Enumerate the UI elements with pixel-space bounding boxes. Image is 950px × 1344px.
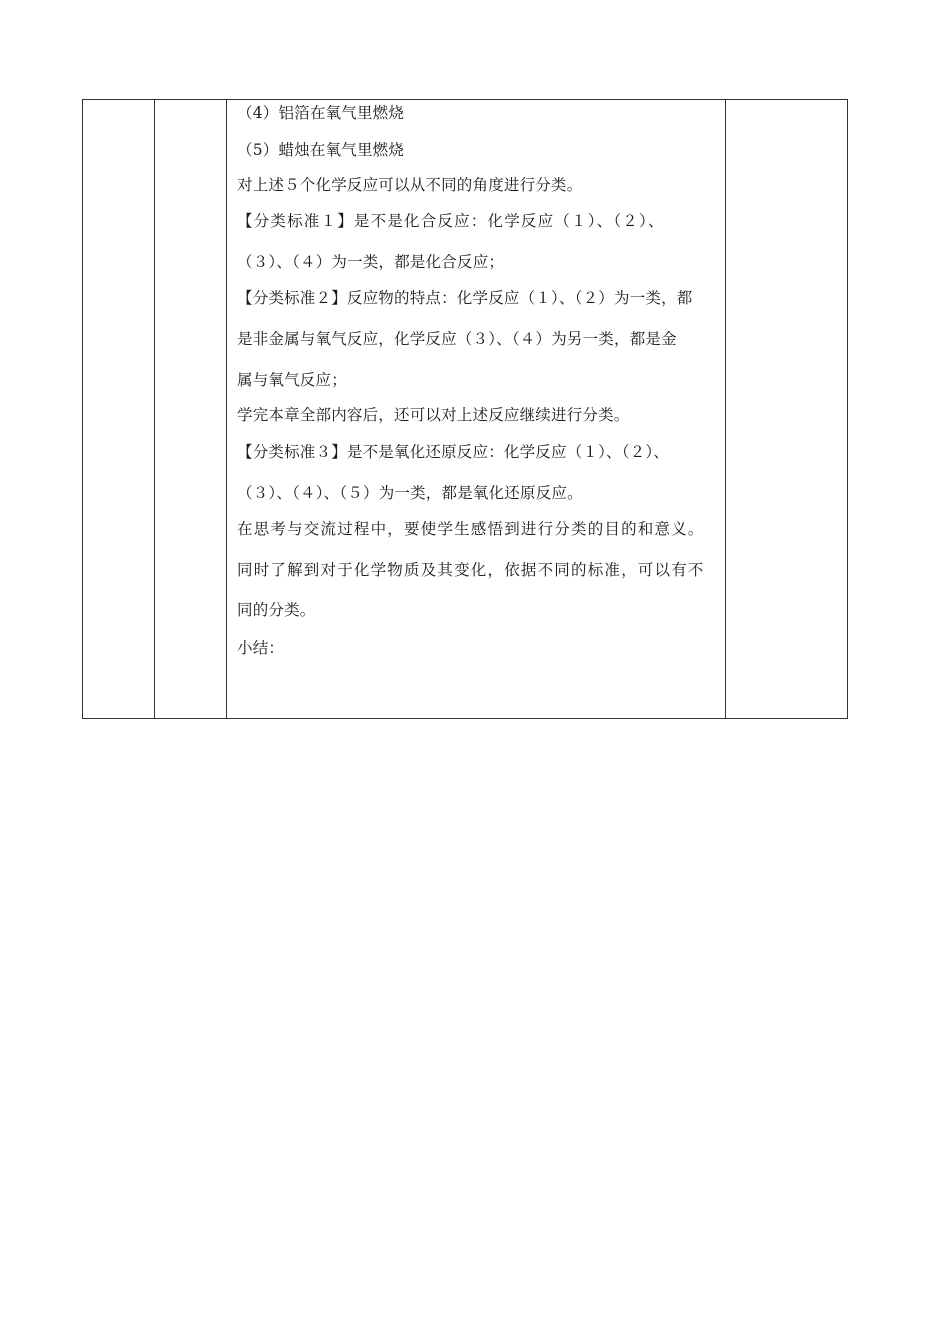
content-line: 对上述５个化学反应可以从不同的角度进行分类。 (237, 176, 583, 194)
content-line: 同时了解到对于化学物质及其变化，依据不同的标准，可以有不 (237, 561, 705, 579)
column-divider (226, 100, 227, 718)
content-line: （4）铝箔在氧气里燃烧 (237, 104, 405, 122)
content-line: 小结： (237, 639, 285, 657)
lesson-plan-table (82, 99, 848, 719)
content-line: 同的分类。 (237, 601, 316, 619)
content-line: 学完本章全部内容后，还可以对上述反应继续进行分类。 (237, 406, 630, 424)
content-line: 属与氧气反应； (237, 371, 347, 389)
content-line: 是非金属与氧气反应，化学反应（３）、（４）为另一类，都是金 (237, 330, 677, 348)
content-line: 【分类标准１】是不是化合反应：化学反应（１）、（２）、 (237, 212, 665, 230)
content-line: 【分类标准２】反应物的特点：化学反应（１）、（２）为一类，都 (237, 289, 693, 307)
column-divider (725, 100, 726, 718)
content-line: （5）蜡烛在氧气里燃烧 (237, 141, 405, 159)
content-line: 在思考与交流过程中，要使学生感悟到进行分类的目的和意义。 (237, 520, 705, 538)
column-divider (154, 100, 155, 718)
content-line: 【分类标准３】是不是氧化还原反应：化学反应（１）、（２）、 (237, 443, 670, 461)
content-line: （３）、（４）、（５）为一类，都是氧化还原反应。 (237, 484, 583, 502)
content-line: （３）、（４）为一类，都是化合反应； (237, 253, 505, 271)
